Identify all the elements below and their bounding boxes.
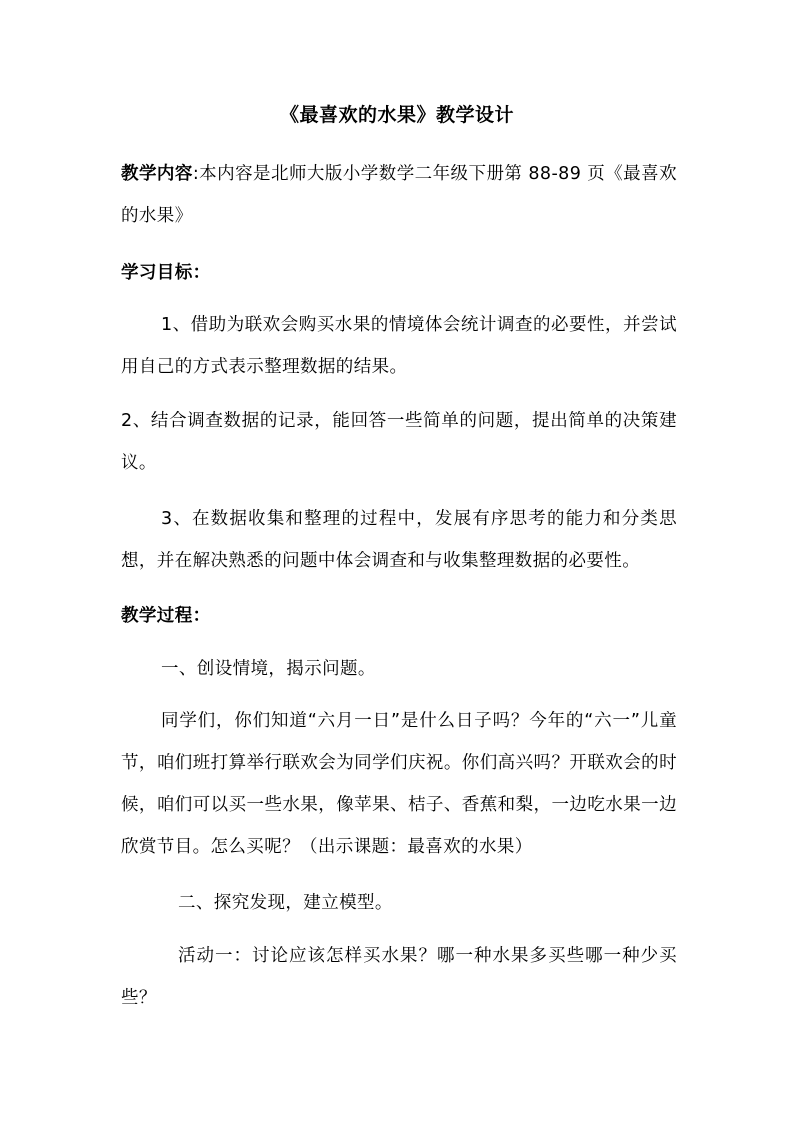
- activity-1-paragraph: 活动一：讨论应该怎样买水果？哪一种水果多买些哪一种少买些？: [121, 946, 677, 1008]
- document-title: 《最喜欢的水果》教学设计: [279, 104, 514, 126]
- teaching-process-heading: 教学过程：: [121, 606, 211, 626]
- learning-goal-2: 2、结合调查数据的记录，能回答一些简单的问题，提出简单的决策建议。: [121, 411, 677, 473]
- learning-goal-1: 1、借助为联欢会购买水果的情境体会统计调查的必要性，并尝试用自己的方式表示整理数据的结果。: [121, 315, 677, 377]
- learning-goals-heading: 学习目标：: [121, 263, 211, 283]
- process-step-2: 二、探究发现，建立模型。: [178, 893, 393, 913]
- process-step-1: 一、创设情境，揭示问题。: [161, 659, 376, 679]
- teaching-content-label: 教学内容: [121, 164, 193, 184]
- teaching-content-text: :本内容是北师大版小学数学二年级下册第 88-89 页《最喜欢的水果》: [121, 164, 677, 226]
- learning-goal-3: 3、在数据收集和整理的过程中，发展有序思考的能力和分类思想，并在解决熟悉的问题中体会调查和与收集整理数据的必要性。: [121, 509, 677, 571]
- teaching-content-paragraph: [121, 153, 677, 237]
- intro-paragraph: 同学们，你们知道“六月一日”是什么日子吗？今年的“六一”儿童节，咱们班打算举行联欢会为同学们庆祝。你们高兴吗？开联欢会的时候，咱们可以买一些水果，像苹果、桔子、香蕉和梨，一边吃水果一边欣赏节目。怎么买呢？（出示课题：最喜欢的水果）: [121, 711, 677, 857]
